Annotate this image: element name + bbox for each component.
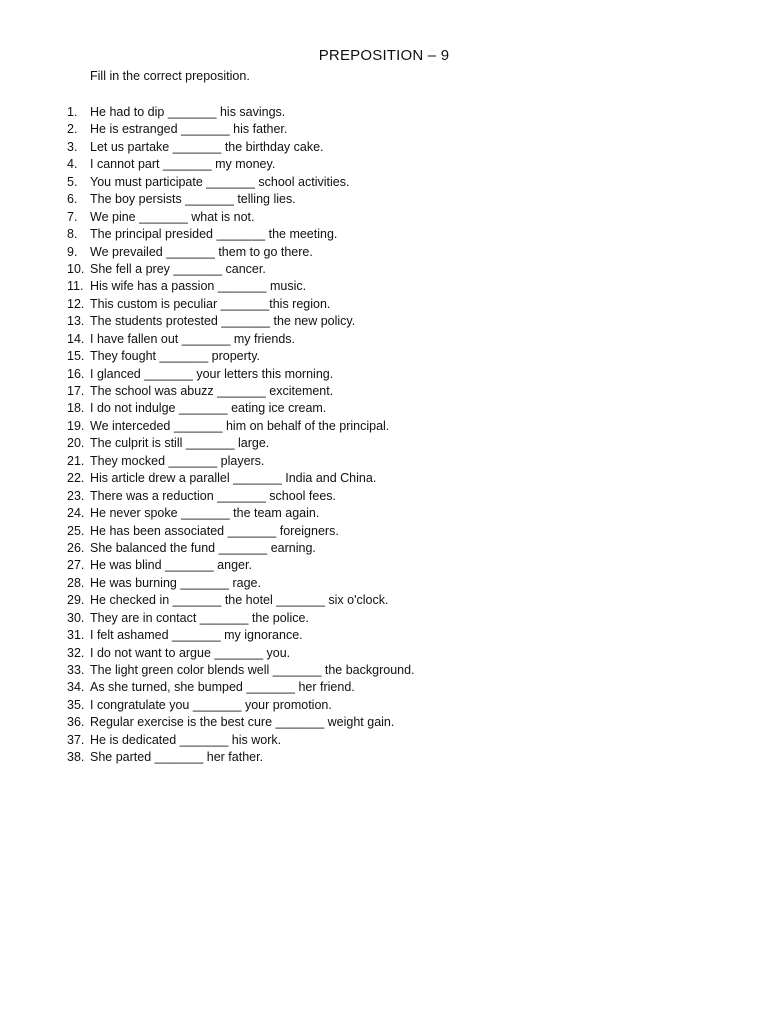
exercise-item	[60, 697, 415, 714]
item-sentence: He was burning _______ rage.	[90, 575, 261, 590]
exercise-item	[60, 732, 415, 749]
item-number: 9.	[67, 244, 78, 259]
page-title	[0, 47, 768, 64]
item-number: 27.	[67, 558, 85, 573]
exercise-item	[60, 244, 415, 261]
item-number: 12.	[67, 296, 85, 311]
instruction-text: Fill in the correct preposition.	[90, 69, 250, 83]
exercise-item	[60, 191, 415, 208]
exercise-item	[60, 104, 415, 121]
item-sentence: Regular exercise is the best cure _______ weight gain.	[90, 715, 395, 730]
item-sentence: I congratulate you _______ your promotion.	[90, 697, 332, 712]
item-number: 28.	[67, 575, 85, 590]
item-number: 23.	[67, 488, 85, 503]
item-sentence: The light green color blends well _______ the background.	[90, 663, 415, 677]
item-number: 38.	[67, 750, 85, 765]
item-sentence: As she turned, she bumped _______ her friend.	[90, 680, 355, 695]
item-number: 7.	[67, 209, 78, 224]
exercise-item	[60, 645, 415, 662]
item-number: 4.	[67, 157, 78, 172]
exercise-item	[60, 627, 415, 644]
item-sentence: They are in contact _______ the police.	[90, 610, 309, 625]
item-number: 22.	[67, 471, 85, 486]
item-sentence: They mocked _______ players.	[90, 453, 265, 468]
item-sentence: He has been associated _______ foreigners.	[90, 523, 339, 538]
item-number: 15.	[67, 349, 85, 364]
item-number: 16.	[67, 366, 85, 381]
exercise-item	[60, 523, 415, 540]
item-number: 26.	[67, 540, 85, 555]
item-sentence: I cannot part _______ my money.	[90, 157, 276, 172]
exercise-item	[60, 505, 415, 522]
item-sentence: He was blind _______ anger.	[90, 558, 252, 573]
item-number: 1.	[67, 105, 78, 119]
item-number: 33.	[67, 663, 85, 677]
item-sentence: She parted _______ her father.	[90, 750, 264, 765]
title-text: PREPOSITION – 9	[318, 47, 450, 64]
exercise-item	[60, 610, 415, 627]
item-sentence: The boy persists _______ telling lies.	[90, 192, 296, 207]
item-number: 10.	[67, 261, 85, 276]
item-number: 14.	[67, 331, 85, 346]
exercise-list	[60, 104, 415, 767]
exercise-item	[60, 714, 415, 731]
item-sentence: He checked in _______ the hotel _______ six o'clock.	[90, 593, 389, 608]
exercise-item	[60, 679, 415, 696]
exercise-item	[60, 278, 415, 295]
item-number: 34.	[67, 680, 85, 695]
exercise-item	[60, 174, 415, 191]
item-sentence: She balanced the fund _______ earning.	[90, 540, 316, 555]
item-number: 8.	[67, 227, 78, 242]
item-number: 18.	[67, 401, 85, 416]
exercise-item	[60, 383, 415, 400]
item-number: 21.	[67, 453, 85, 468]
item-sentence: We prevailed _______ them to go there.	[90, 244, 313, 259]
exercise-item	[60, 470, 415, 487]
exercise-item	[60, 592, 415, 609]
item-sentence: There was a reduction _______ school fees.	[90, 488, 336, 503]
exercise-item	[60, 575, 415, 592]
item-number: 2.	[67, 122, 78, 137]
item-number: 20.	[67, 436, 85, 451]
item-number: 36.	[67, 715, 85, 730]
item-number: 5.	[67, 174, 78, 189]
item-number: 25.	[67, 523, 85, 538]
item-number: 37.	[67, 732, 85, 747]
item-sentence: She fell a prey _______ cancer.	[90, 261, 266, 276]
exercise-item	[60, 226, 415, 243]
exercise-item	[60, 209, 415, 226]
item-sentence: He is estranged _______ his father.	[90, 122, 288, 137]
item-number: 13.	[67, 314, 85, 329]
item-sentence: I do not want to argue _______ you.	[90, 645, 291, 660]
exercise-item	[60, 296, 415, 313]
exercise-item	[60, 400, 415, 417]
item-sentence: His article drew a parallel _______ India and China.	[90, 471, 377, 486]
item-sentence: Let us partake _______ the birthday cake.	[90, 139, 324, 154]
item-number: 29.	[67, 593, 85, 608]
item-sentence: I felt ashamed _______ my ignorance.	[90, 628, 303, 643]
exercise-item	[60, 139, 415, 156]
item-number: 31.	[67, 628, 85, 643]
exercise-item	[60, 331, 415, 348]
item-sentence: His wife has a passion _______ music.	[90, 279, 307, 294]
item-sentence: He had to dip _______ his savings.	[90, 105, 286, 119]
item-number: 24.	[67, 506, 85, 521]
exercise-item	[60, 453, 415, 470]
item-sentence: They fought _______ property.	[90, 349, 261, 364]
exercise-item	[60, 418, 415, 435]
item-sentence: The principal presided _______ the meeting.	[90, 227, 338, 242]
item-sentence: The culprit is still _______ large.	[90, 436, 270, 451]
item-number: 11.	[67, 279, 84, 294]
exercise-item	[60, 121, 415, 138]
item-sentence: He is dedicated _______ his work.	[90, 732, 282, 747]
item-sentence: We pine _______ what is not.	[90, 209, 255, 224]
exercise-item	[60, 261, 415, 278]
item-number: 3.	[67, 139, 78, 154]
item-sentence: This custom is peculiar _______this region.	[90, 296, 331, 311]
item-sentence: I have fallen out _______ my friends.	[90, 331, 295, 346]
item-sentence: I do not indulge _______ eating ice cream.	[90, 401, 327, 416]
exercise-item	[60, 662, 415, 679]
exercise-item	[60, 557, 415, 574]
exercise-item	[60, 313, 415, 330]
item-sentence: You must participate _______ school activities.	[90, 174, 350, 189]
exercise-item	[60, 540, 415, 557]
item-number: 19.	[67, 418, 85, 433]
item-number: 30.	[67, 610, 85, 625]
exercise-item	[60, 366, 415, 383]
item-number: 32.	[67, 645, 85, 660]
exercise-item	[60, 156, 415, 173]
exercise-item	[60, 488, 415, 505]
item-sentence: I glanced _______ your letters this morning.	[90, 366, 334, 381]
item-sentence: He never spoke _______ the team again.	[90, 506, 320, 521]
item-sentence: The school was abuzz _______ excitement.	[90, 384, 334, 398]
item-number: 17.	[67, 384, 85, 398]
item-number: 35.	[67, 697, 85, 712]
item-number: 6.	[67, 192, 78, 207]
item-sentence: We interceded _______ him on behalf of the principal.	[90, 418, 390, 433]
exercise-item	[60, 749, 415, 766]
item-sentence: The students protested _______ the new policy.	[90, 314, 356, 329]
exercise-item	[60, 435, 415, 452]
exercise-item	[60, 348, 415, 365]
